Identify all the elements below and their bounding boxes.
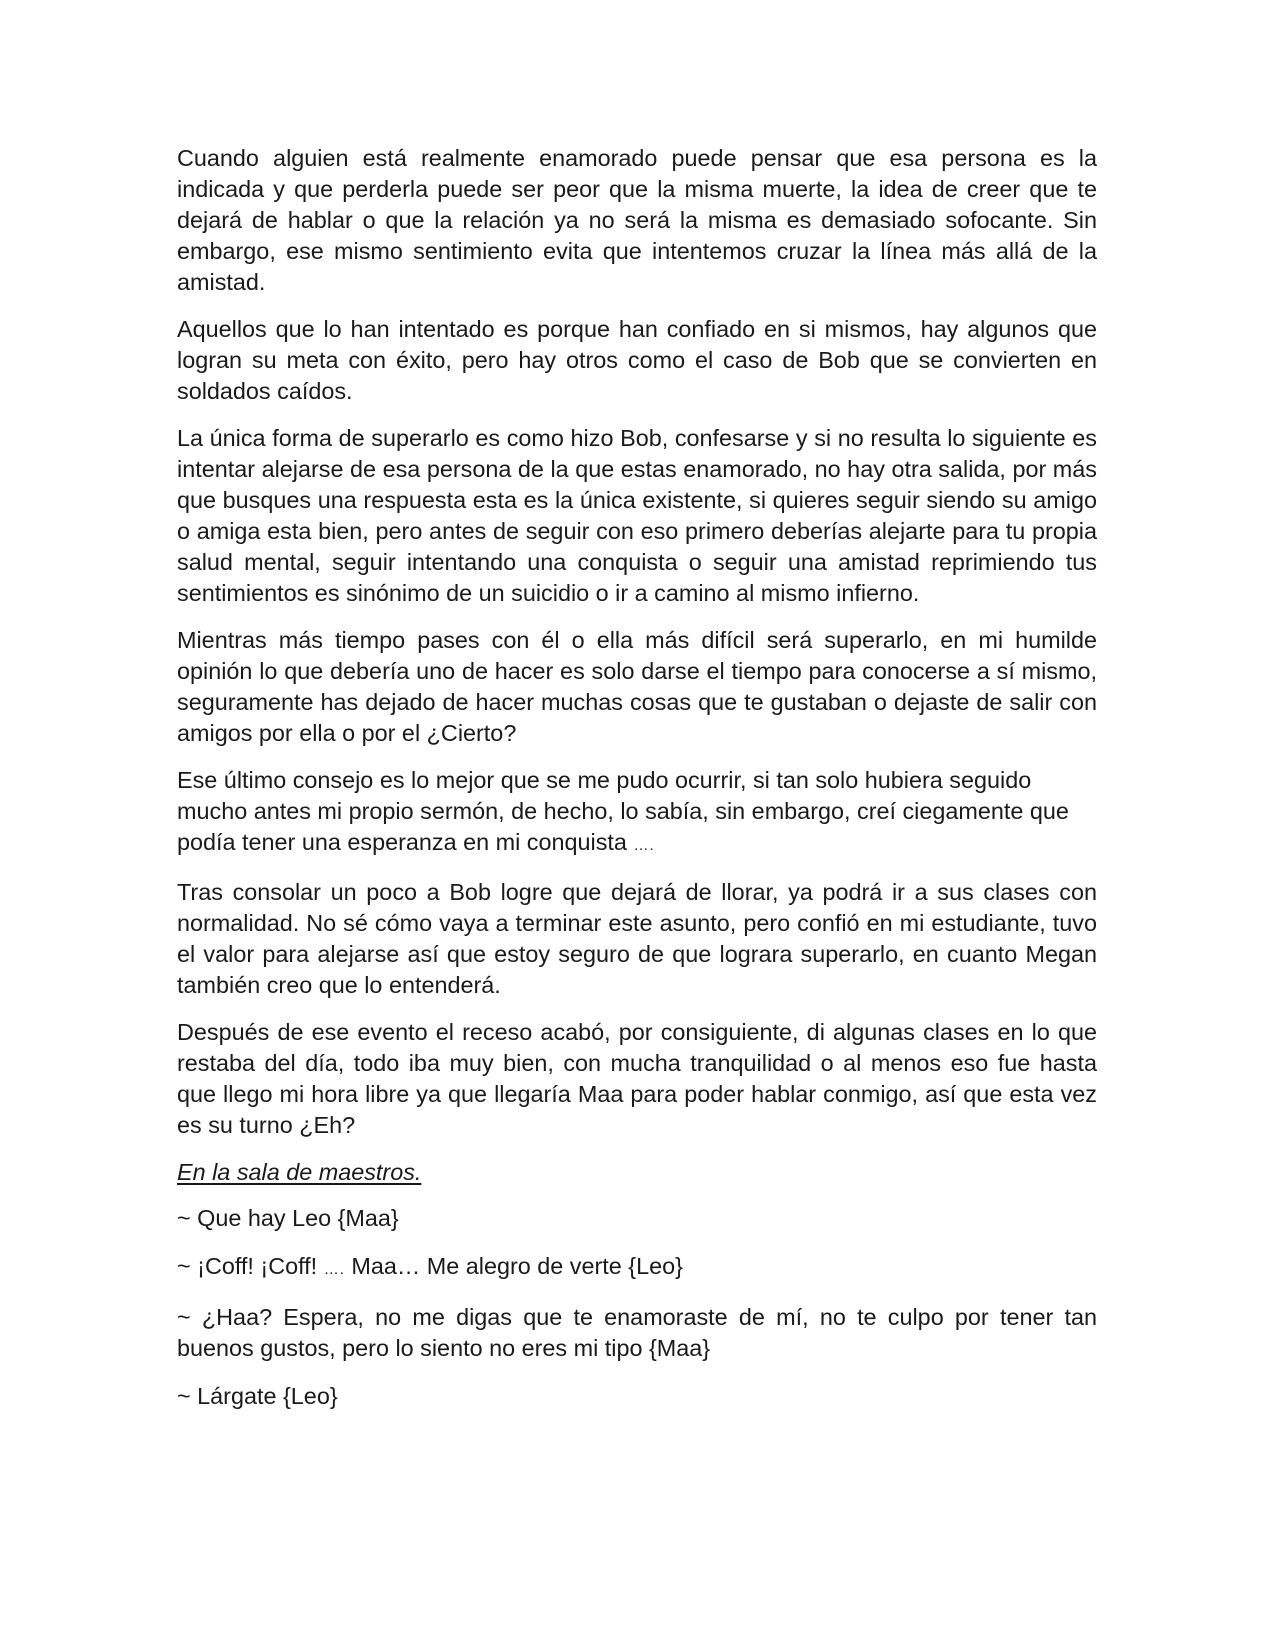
paragraph-4: Mientras más tiempo pases con él o ella más difícil será superarlo, en mi humilde opinión lo que debería uno de hacer es solo darse el tiempo para conocerse a sí mismo, seguramente has dejado de hacer muchas cosas que te gustaban o dejaste de salir con amigos por ella o por el ¿Cierto? [177,627,1097,746]
paragraph-3: La única forma de superarlo es como hizo Bob, confesarse y si no resulta lo siguiente es intentar alejarse de esa persona de la que estas enamorado, no hay otra salida, por más que busques una respuesta esta es la única existente, si quieres seguir siendo su amigo o amiga esta bien, pero antes de seguir con eso primero deberías alejarte para tu propia salud mental, seguir intentando una conquista o seguir una amistad reprimiendo tus sentimientos es sinónimo de un suicidio o ir a camino al mismo infierno. [177,425,1097,606]
paragraph-6: Tras consolar un poco a Bob logre que dejará de llorar, ya podrá ir a sus clases con normalidad. No sé cómo vaya a terminar este asunto, pero confió en mi estudiante, tuvo el valor para alejarse así que estoy seguro de que lograra superarlo, en cuanto Megan también creo que lo entenderá. [177,879,1097,998]
dialogue-line-3: ~ ¿Haa? Espera, no me digas que te enamoraste de mí, no te culpo por tener tan buenos gustos, pero lo siento no eres mi tipo {Maa} [177,1304,1097,1361]
dialogue-line-4: ~ Lárgate {Leo} [177,1383,338,1409]
dialogue-line-2-cough: ~ ¡Coff! ¡Coff! [177,1253,318,1279]
dialogue-line-2-ellipsis: …. [323,1261,345,1278]
paragraph-5-ellipsis: …. [633,837,655,854]
paragraph-2: Aquellos que lo han intentado es porque han confiado en si mismos, hay algunos que logran su meta con éxito, pero hay otros como el caso de Bob que se convierten en soldados caídos. [177,316,1097,404]
document-body [177,143,1097,1429]
paragraph-5-text: Ese último consejo es lo mejor que se me pudo ocurrir, si tan solo hubiera seguido mucho antes mi propio sermón, de hecho, lo sabía, sin embargo, creí ciegamente que podía tener una esperanza en mi conquista [177,767,1069,855]
dialogue-line-1: ~ Que hay Leo {Maa} [177,1205,399,1231]
paragraph-7: Después de ese evento el receso acabó, por consiguiente, di algunas clases en lo que restaba del día, todo iba muy bien, con mucha tranquilidad o al menos eso fue hasta que llego mi hora libre ya que llegaría Maa para poder hablar conmigo, así que esta vez es su turno ¿Eh? [177,1019,1097,1138]
paragraph-5 [177,765,1097,861]
scene-heading: En la sala de maestros. [177,1159,422,1185]
dialogue-line-2-rest: Maa… Me alegro de verte {Leo} [351,1253,683,1279]
paragraph-1: Cuando alguien está realmente enamorado puede pensar que esa persona es la indicada y que perderla puede ser peor que la misma muerte, la idea de creer que te dejará de hablar o que la relación ya no será la misma es demasiado sofocante. Sin embargo, ese mismo sentimiento evita que intentemos cruzar la línea más allá de la amistad. [177,145,1097,295]
dialogue-line-2 [177,1251,1097,1285]
